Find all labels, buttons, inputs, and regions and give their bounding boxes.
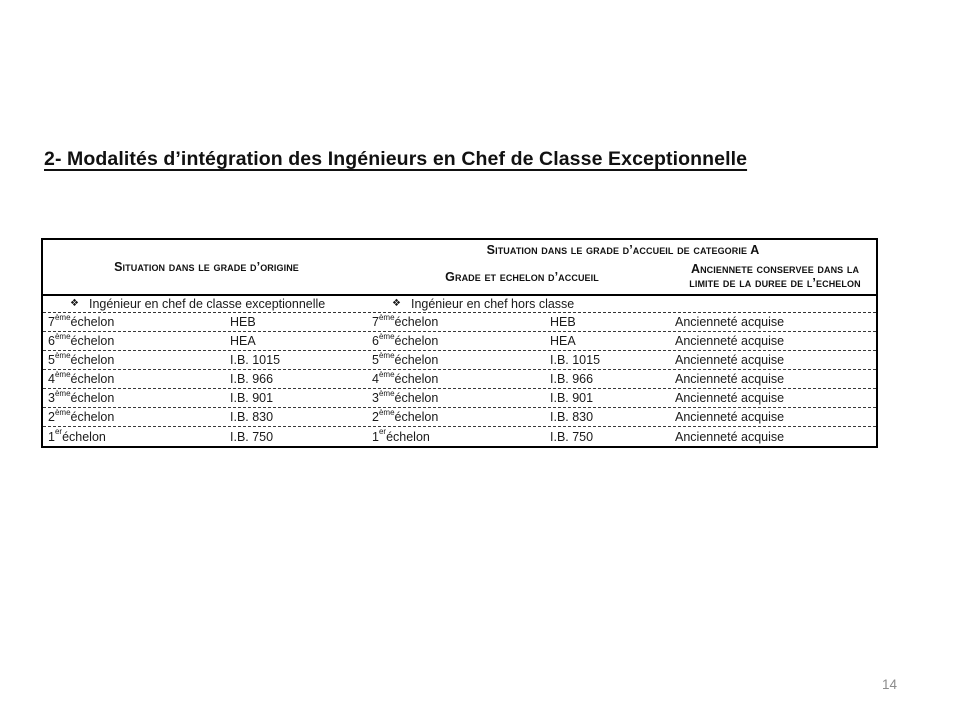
origin-grade-cell: I.B. 830 [230, 410, 274, 424]
table-row [43, 389, 876, 408]
table-row [43, 313, 876, 332]
header-anciennete-line2: limite de la duree de l’echelon [689, 276, 861, 290]
table-body [43, 313, 876, 446]
accueil-grade-cell: I.B. 830 [550, 410, 594, 424]
page-number: 14 [882, 677, 898, 692]
origin-echelon-cell: 1 $^{er}$ échelon [48, 427, 106, 444]
accueil-echelon-cell: 4 $^{ème}$ échelon [372, 369, 439, 386]
integration-table [41, 238, 878, 448]
origin-grade-cell: I.B. 1015 [230, 353, 281, 367]
origin-grade-cell: HEB [230, 315, 256, 329]
table-row [43, 370, 876, 389]
origin-echelon-cell: 7 $^{ème}$ échelon [48, 312, 115, 329]
anciennete-cell: Ancienneté acquise [675, 334, 785, 348]
origin-grade-cell: I.B. 750 [230, 429, 274, 444]
subheader-classe-exceptionnelle [43, 296, 370, 312]
accueil-echelon-cell: 5 $^{ème}$ échelon [372, 350, 439, 367]
accueil-grade-cell: I.B. 750 [550, 429, 594, 444]
accueil-echelon-cell: 2 $^{ème}$ échelon [372, 407, 439, 424]
accueil-echelon-cell: 3 $^{ème}$ échelon [372, 388, 439, 405]
table-subheader-row [43, 296, 876, 313]
accueil-echelon-cell: 6 $^{ème}$ échelon [372, 331, 439, 348]
accueil-grade-cell: HEA [550, 334, 576, 348]
header-grade-echelon-accueil: Grade et echelon d’accueil [445, 270, 599, 284]
table-row [43, 408, 876, 427]
accueil-grade-cell: HEB [550, 315, 576, 329]
anciennete-cell: Ancienneté acquise [675, 429, 785, 444]
origin-echelon-cell: 4 $^{ème}$ échelon [48, 369, 115, 386]
anciennete-cell: Ancienneté acquise [675, 391, 785, 405]
origin-grade-cell: I.B. 901 [230, 391, 274, 405]
origin-echelon-cell: 2 $^{ème}$ échelon [48, 407, 115, 424]
header-accueil-group [370, 240, 876, 294]
origin-echelon-cell: 5 $^{ème}$ échelon [48, 350, 115, 367]
table-row [43, 332, 876, 351]
page-title: 2- Modalités d’intégration des Ingénieurs en Chef de Classe Exceptionnelle [44, 148, 748, 170]
origin-echelon-cell: 3 $^{ème}$ échelon [48, 388, 115, 405]
anciennete-cell: Ancienneté acquise [675, 410, 785, 424]
header-grade-accueil-categorie-a: Situation dans le grade d’accueil de categorie A [486, 243, 760, 257]
accueil-echelon-cell: 1 $^{er}$ échelon [372, 427, 430, 444]
anciennete-cell: Ancienneté acquise [675, 372, 785, 386]
subheader-hors-classe [370, 296, 876, 312]
anciennete-cell: Ancienneté acquise [675, 315, 785, 329]
diamond-bullet-icon: ❖ [70, 298, 79, 309]
diamond-bullet-icon: ❖ [392, 298, 401, 309]
header-anciennete-line1: Anciennete conservee dans la [690, 262, 860, 276]
subheader-accueil-label: Ingénieur en chef hors classe [410, 297, 575, 311]
accueil-grade-cell: I.B. 1015 [550, 353, 601, 367]
origin-echelon-cell: 6 $^{ème}$ échelon [48, 331, 115, 348]
header-accueil-subrow [370, 260, 876, 294]
table-row [43, 427, 876, 446]
accueil-echelon-cell: 7 $^{ème}$ échelon [372, 312, 439, 329]
header-anciennete-conservee [674, 260, 876, 294]
subheader-origin-label: Ingénieur en chef de classe exceptionnelle [88, 297, 326, 311]
origin-grade-cell: HEA [230, 334, 256, 348]
header-grade-origine: Situation dans le grade d’origine [114, 260, 299, 274]
origin-grade-cell: I.B. 966 [230, 372, 274, 386]
accueil-grade-cell: I.B. 966 [550, 372, 594, 386]
table-header-row [43, 240, 876, 296]
accueil-grade-cell: I.B. 901 [550, 391, 594, 405]
table-row [43, 351, 876, 370]
anciennete-cell: Ancienneté acquise [675, 353, 785, 367]
